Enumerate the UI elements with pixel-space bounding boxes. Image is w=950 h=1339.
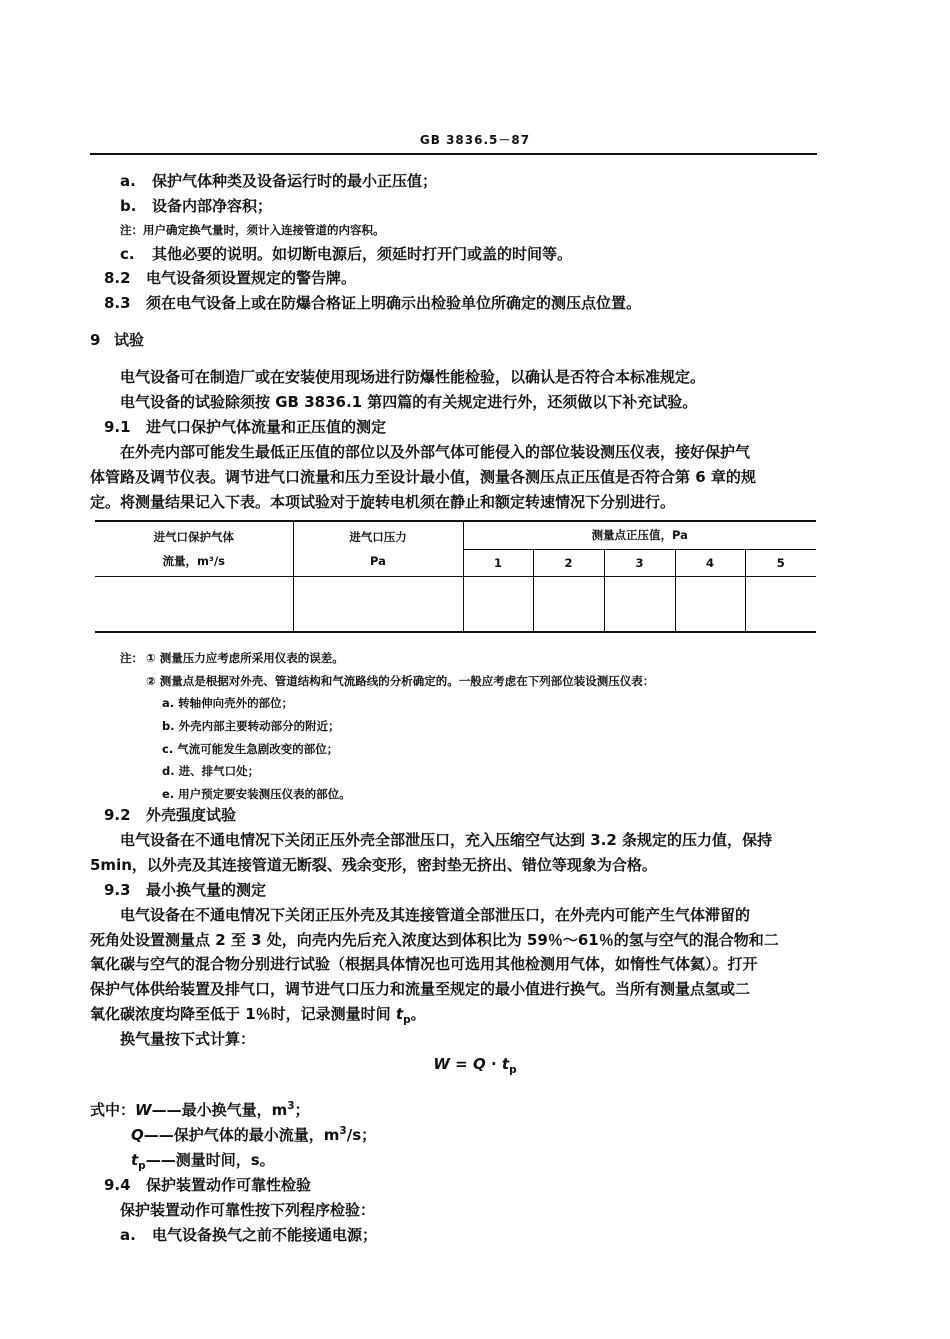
table-cell-empty <box>463 576 533 632</box>
header-pressure-line-1: 进气口压力 <box>349 529 407 544</box>
where-t-desc: ——测量时间，s。 <box>145 1151 275 1169</box>
where-t-symbol: t <box>131 1151 139 1169</box>
section-8-3-number: 8.3 <box>104 294 131 312</box>
header-flow <box>95 521 293 576</box>
where-w-end: ； <box>294 1101 310 1119</box>
point-header: 2 <box>533 549 604 576</box>
formula <box>0 1055 950 1076</box>
formula-t-sub: p <box>509 1064 517 1076</box>
where-lead: 式中： <box>90 1101 136 1119</box>
where-q-symbol: Q <box>131 1126 144 1144</box>
header-flow-line-1: 进气口保护气体 <box>153 529 234 544</box>
section-9-intro-2: 电气设备的试验除须按 GB 3836.1 第四篇的有关规定进行外，还须做以下补充试验。 <box>120 393 698 411</box>
table-cell-empty <box>745 576 816 632</box>
header-measuring-points: 测量点正压值，Pa <box>463 521 816 549</box>
section-9-2-line-2: 5min，以外壳及其连接管道无断裂、残余变形，密封垫无挤出、错位等现象为合格。 <box>90 856 657 874</box>
section-9-4-item-a-text: 电气设备换气之前不能接通电源； <box>152 1226 378 1244</box>
section-9-3-title: 最小换气量的测定 <box>146 881 267 899</box>
where-q-line <box>131 1125 377 1144</box>
table-cell-empty <box>533 576 604 632</box>
table-note-item: b. 外壳内部主要转动部分的附近； <box>162 719 340 733</box>
header-rule <box>90 153 817 155</box>
section-9-3-line-5 <box>90 1005 426 1026</box>
section-9-2-line-1: 电气设备在不通电情况下关闭正压外壳全部泄压口，充入压缩空气达到 3.2 条规定的压力值，保持 <box>120 831 773 849</box>
section-9-3-line-4: 保护气体供给装置及排气口，调节进气口压力和流量至规定的最小值进行换气。当所有测量点氢或二 <box>90 980 751 998</box>
section-9-1-line-2: 体管路及调节仪表。调节进气口流量和压力至设计最小值，测量各测压点正压值是否符合第 6 章的规 <box>90 468 756 486</box>
section-9-4-title: 保护装置动作可靠性检验 <box>146 1176 312 1194</box>
formula-w: W <box>433 1055 450 1073</box>
where-t-line <box>131 1151 275 1172</box>
section-9-intro-1: 电气设备可在制造厂或在安装使用现场进行防爆性能检验，以确认是否符合本标准规定。 <box>120 368 706 386</box>
section-9-3-line-2: 死角处设置测量点 2 至 3 处，向壳内先后充入浓度达到体积比为 59％～61％的氢与空气的混合物和二 <box>90 931 779 949</box>
section-9-3-line-1: 电气设备在不通电情况下关闭正压外壳及其连接管道全部泄压口，在外壳内可能产生气体滞留的 <box>120 906 751 924</box>
line-5-end: 。 <box>410 1005 426 1023</box>
item-b-label: b. <box>120 197 137 215</box>
point-header: 5 <box>745 549 816 576</box>
section-9-3-number: 9.3 <box>104 881 131 899</box>
section-9-4-intro: 保护装置动作可靠性按下列程序检验： <box>120 1201 376 1219</box>
item-c-label: c. <box>120 245 135 263</box>
section-9-2-title: 外壳强度试验 <box>146 806 237 824</box>
table-cell-empty <box>604 576 675 632</box>
line-5-text: 氧化碳浓度均降至低于 1％时，记录测量时间 <box>90 1005 396 1023</box>
table-cell-empty <box>675 576 745 632</box>
section-9-1-title: 进气口保护气体流量和正压值的测定 <box>146 418 387 436</box>
section-8-2-number: 8.2 <box>104 269 131 287</box>
where-w-desc: ——最小换气量，m <box>151 1101 288 1119</box>
calculation-intro: 换气量按下式计算： <box>120 1030 256 1048</box>
item-c-text: 其他必要的说明。如切断电源后，须延时打开门或盖的时间等。 <box>152 245 573 263</box>
table-cell-empty <box>293 576 463 632</box>
section-9-1-line-3: 定。将测量结果记入下表。本项试验对于旋转电机须在静止和额定转速情况下分别进行。 <box>90 493 676 511</box>
section-8-3-text: 须在电气设备上或在防爆合格证上明确示出检验单位所确定的测压点位置。 <box>146 294 642 312</box>
point-header: 4 <box>675 549 745 576</box>
header-flow-line-2: 流量，m³/s <box>162 553 226 568</box>
section-9-1-line-1: 在外壳内部可能发生最低正压值的部位以及外部气体可能侵入的部位装设测压仪表，接好保护气 <box>120 443 751 461</box>
point-header: 3 <box>604 549 675 576</box>
formula-equals: = <box>449 1055 473 1073</box>
header-pressure-line-2: Pa <box>370 553 386 568</box>
section-9-4-item-a-label: a. <box>120 1226 136 1244</box>
section-8-2-text: 电气设备须设置规定的警告牌。 <box>146 269 357 287</box>
standard-number: GB 3836.5－87 <box>419 133 531 147</box>
item-a-text: 保护气体种类及设备运行时的最小正压值； <box>152 172 438 190</box>
section-9-4-number: 9.4 <box>104 1176 131 1194</box>
item-a-label: a. <box>120 172 136 190</box>
table-note-2: ② 测量点是根据对外壳、管道结构和气流路线的分析确定的。一般应考虑在下列部位装设测压仪表： <box>146 674 655 688</box>
section-9-1-number: 9.1 <box>104 418 131 436</box>
time-symbol: t <box>395 1005 404 1023</box>
time-subscript: p <box>403 1014 411 1026</box>
header-pressure <box>293 521 463 576</box>
measurement-table <box>95 520 816 633</box>
where-w-symbol: W <box>135 1101 152 1119</box>
where-t-sub: p <box>138 1160 146 1172</box>
point-header: 1 <box>463 549 533 576</box>
table-note-item: a. 转轴伸向壳外的部位； <box>162 696 294 710</box>
item-b-text: 设备内部净容积； <box>152 197 273 215</box>
where-q-desc: ——保护气体的最小流量，m <box>143 1126 340 1144</box>
section-9-title: 试验 <box>114 331 145 349</box>
table-note-item: c. 气流可能发生急剧改变的部位； <box>162 742 339 756</box>
where-q-end: /s； <box>346 1126 377 1144</box>
table-cell-empty <box>95 576 293 632</box>
table-note-item: d. 进、排气口处； <box>162 764 260 778</box>
formula-q: Q <box>472 1055 486 1073</box>
note-volume: 注：用户确定换气量时，须计入连接管道的内容积。 <box>120 223 385 237</box>
table-note-1: ① 测量压力应考虑所采用仪表的误差。 <box>146 651 344 665</box>
section-9-3-line-3: 氧化碳与空气的混合物分别进行试验（根据具体情况也可选用其他检测用气体，如惰性气体氦）。打开 <box>90 955 758 973</box>
formula-dot: · <box>485 1055 502 1073</box>
section-9-number: 9 <box>90 331 101 349</box>
table-note-item: e. 用户预定要安装测压仪表的部位。 <box>162 787 351 801</box>
where-q-sup: 3 <box>339 1125 347 1137</box>
formula-t: t <box>501 1055 510 1073</box>
section-9-2-number: 9.2 <box>104 806 131 824</box>
table-note-lead: 注： <box>120 651 143 665</box>
where-w-sup: 3 <box>287 1100 295 1112</box>
where-w-line <box>90 1100 310 1119</box>
